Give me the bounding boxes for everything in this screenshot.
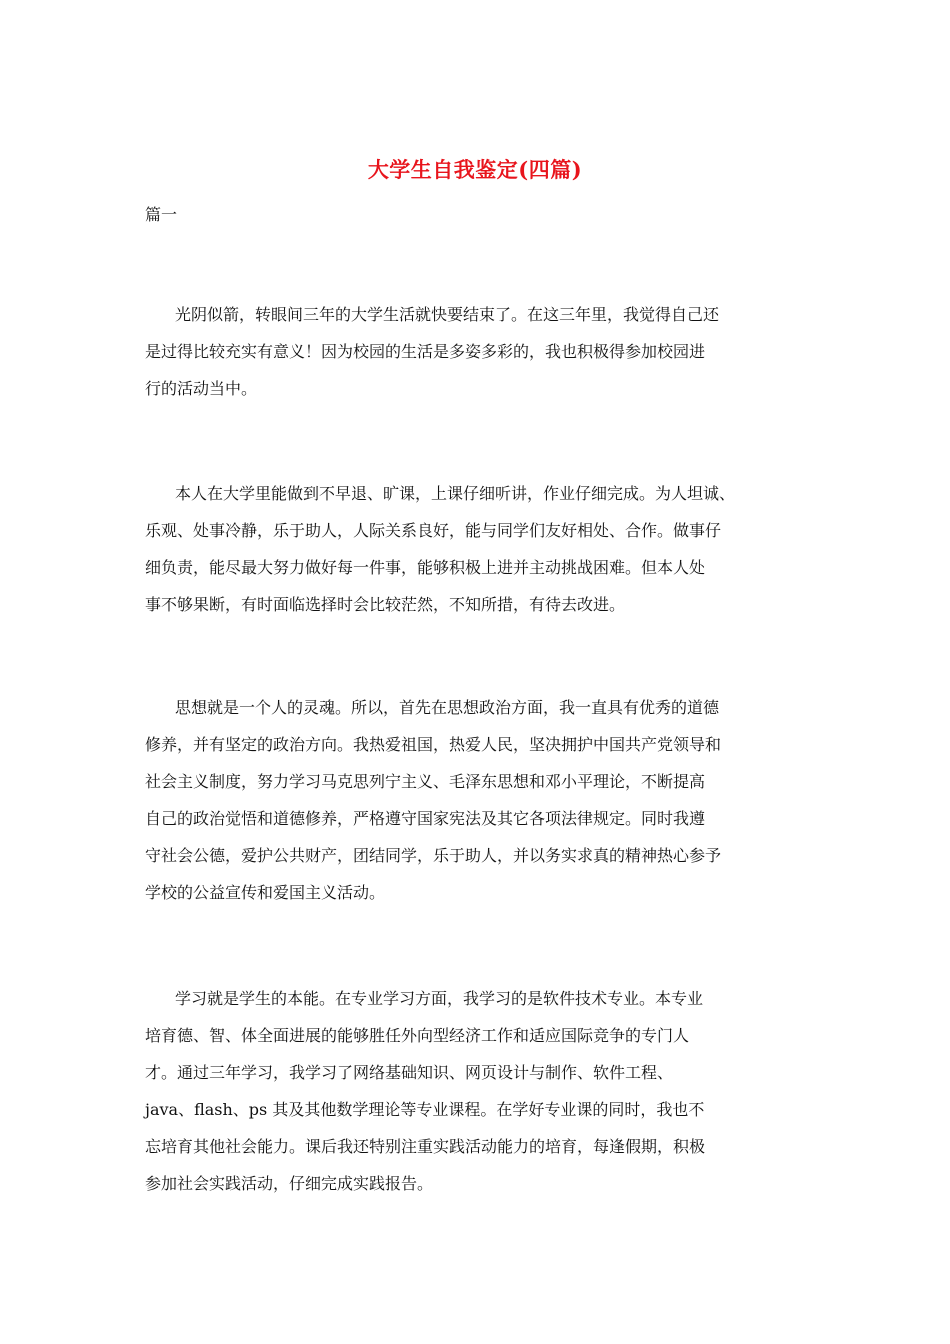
- paragraph-line: 学习就是学生的本能。在专业学习方面，我学习的是软件技术专业。本专业: [175, 989, 704, 1008]
- paragraph-line: 本人在大学里能做到不早退、旷课，上课仔细听讲，作业仔细完成。为人坦诚、: [175, 484, 736, 503]
- paragraph-line: 行的活动当中。: [145, 379, 258, 398]
- paragraph-line: java、flash、ps 其及其他数学理论等专业课程。在学好专业课的同时，我也不: [145, 1100, 705, 1119]
- paragraph-4: [145, 980, 815, 1202]
- paragraph-line: 思想就是一个人的灵魂。所以，首先在思想政治方面，我一直具有优秀的道德: [175, 698, 720, 717]
- paragraph-line: 细负责，能尽最大努力做好每一件事，能够积极上进并主动挑战困难。但本人处: [145, 558, 706, 577]
- paragraph-line: 修养，并有坚定的政治方向。我热爱祖国，热爱人民，坚决拥护中国共产党领导和: [145, 735, 722, 754]
- paragraph-line: 守社会公德，爱护公共财产，团结同学，乐于助人，并以务实求真的精神热心参予: [145, 846, 722, 865]
- paragraph-2: [145, 475, 815, 623]
- paragraph-1: [145, 296, 815, 407]
- paragraph-line: 是过得比较充实有意义！因为校园的生活是多姿多彩的，我也积极得参加校园进: [145, 342, 706, 361]
- paragraph-line: 事不够果断，有时面临选择时会比较茫然，不知所措，有待去改进。: [145, 595, 626, 614]
- paragraph-3: [145, 689, 815, 911]
- paragraph-line: 忘培育其他社会能力。课后我还特别注重实践活动能力的培育，每逢假期，积极: [145, 1137, 706, 1156]
- paragraph-line: 才。通过三年学习，我学习了网络基础知识、网页设计与制作、软件工程、: [145, 1063, 674, 1082]
- document-title: 大学生自我鉴定(四篇): [367, 157, 583, 182]
- paragraph-line: 学校的公益宣传和爱国主义活动。: [145, 883, 386, 902]
- paragraph-line: 参加社会实践活动，仔细完成实践报告。: [145, 1174, 434, 1193]
- paragraph-line: 光阴似箭，转眼间三年的大学生活就快要结束了。在这三年里，我觉得自己还: [175, 305, 720, 324]
- paragraph-line: 培育德、智、体全面进展的能够胜任外向型经济工作和适应国际竞争的专门人: [145, 1026, 690, 1045]
- paragraph-line: 自己的政治觉悟和道德修养，严格遵守国家宪法及其它各项法律规定。同时我遵: [145, 809, 706, 828]
- paragraph-line: 乐观、处事冷静，乐于助人，人际关系良好，能与同学们友好相处、合作。做事仔: [145, 521, 722, 540]
- paragraph-line: 社会主义制度，努力学习马克思列宁主义、毛泽东思想和邓小平理论，不断提高: [145, 772, 706, 791]
- section-label: 篇一: [145, 205, 178, 224]
